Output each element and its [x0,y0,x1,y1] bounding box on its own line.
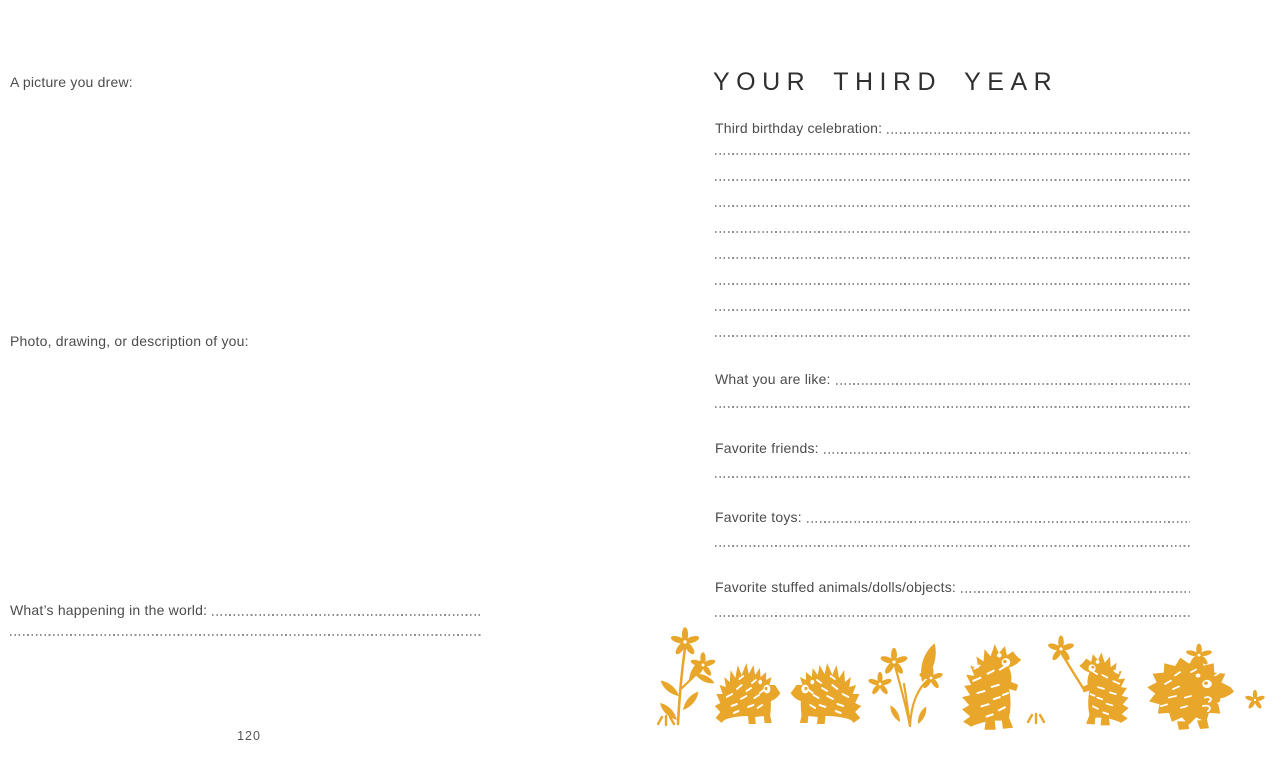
what-you-are-like-row [715,370,1190,388]
birthday-label: Third birthday celebration: [715,120,883,136]
favorite-stuffed-row [715,578,1190,596]
dotted-writing-line [715,335,1190,337]
hedgehog-icon [715,663,781,724]
star-flower-icon [1245,690,1266,710]
dotted-writing-line [715,231,1190,233]
world-field-row [10,601,483,619]
picture-you-drew-label: A picture you drew: [10,74,133,90]
dotted-writing-line [836,383,1190,385]
page-number: 120 [237,729,261,743]
dotted-writing-line [715,179,1190,181]
page-title: YOUR THIRD YEAR [713,68,1059,96]
dotted-writing-line [961,591,1190,593]
favorite-toys-row [715,508,1190,526]
favorite-friends-label: Favorite friends: [715,440,819,456]
dotted-writing-line [824,452,1190,454]
favorite-toys-label: Favorite toys: [715,509,802,525]
favorite-stuffed-label: Favorite stuffed animals/dolls/objects: [715,579,956,595]
world-label: What’s happening in the world: [10,602,208,618]
what-you-are-like-label: What you are like: [715,371,831,387]
dotted-writing-line [715,615,1190,617]
photo-description-label: Photo, drawing, or description of you: [10,333,249,349]
flower-branch-icon [658,627,716,724]
dotted-writing-line [715,476,1190,478]
hedgehog-standing-icon [962,644,1021,730]
dotted-writing-line [715,309,1190,311]
dotted-writing-line [715,545,1190,547]
dotted-writing-line [715,257,1190,259]
sprout-icon [1028,714,1044,723]
favorite-friends-row [715,439,1190,457]
dotted-writing-line [807,521,1190,523]
dotted-writing-line [715,153,1190,155]
hedgehogs-flowers-illustration [648,622,1272,752]
dotted-writing-line [715,406,1190,408]
flower-cluster-icon [868,641,944,726]
dotted-writing-line [887,132,1190,134]
dotted-writing-line [715,205,1190,207]
hedgehog-holding-flower-icon [1047,636,1128,726]
dotted-writing-line [715,283,1190,285]
dotted-writing-line [212,614,483,616]
hedgehog-curled-icon [1147,644,1234,730]
hedgehog-icon [791,663,862,724]
dotted-writing-line [10,634,483,636]
birthday-field-row [715,119,1190,137]
